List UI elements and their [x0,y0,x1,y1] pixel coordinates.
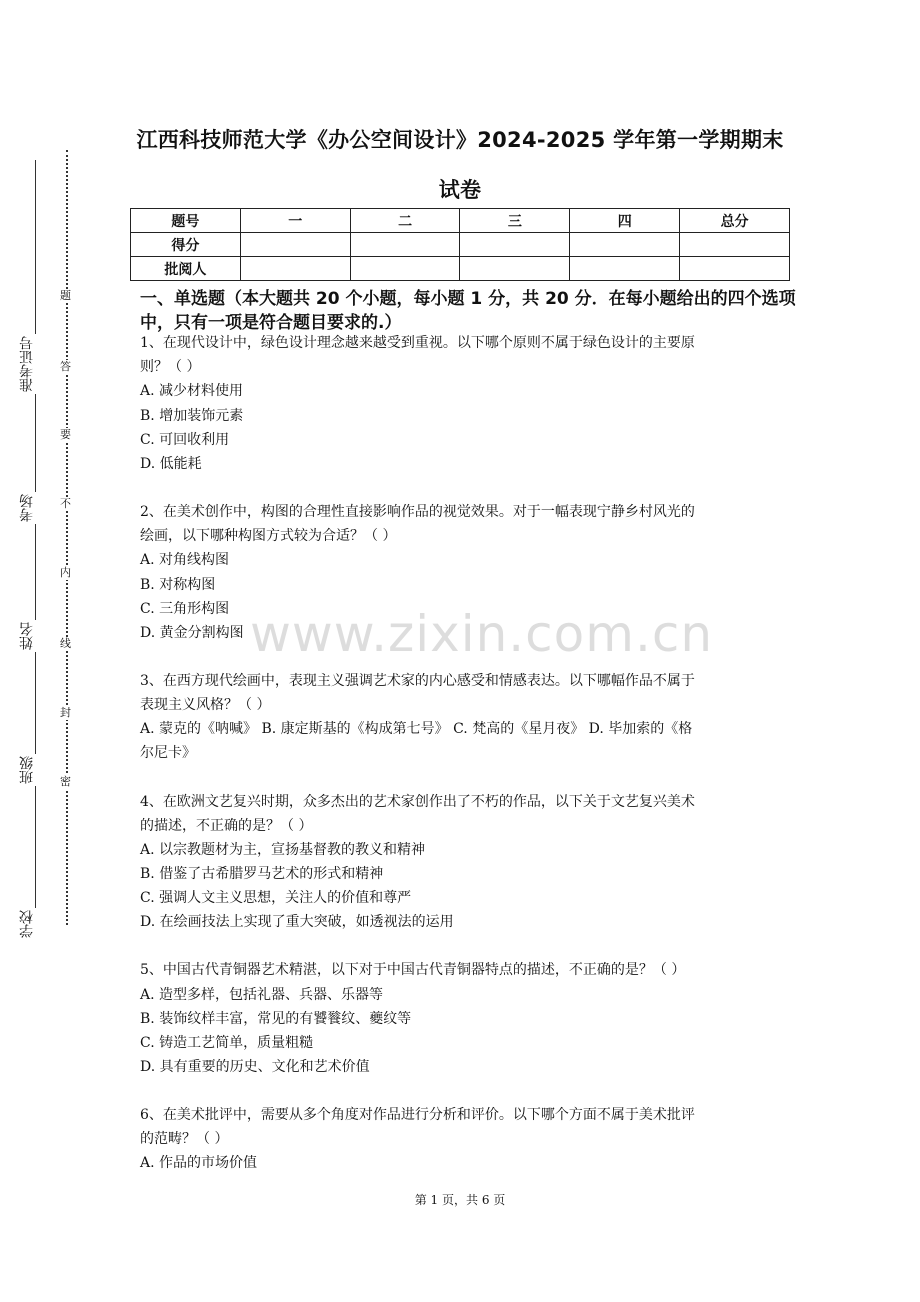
option-text: A. 以宗教题材为主，宣扬基督教的教义和精神 [140,842,426,858]
binding-char: 封 [60,706,71,719]
question-text: 2、在美术创作中，构图的合理性直接影响作品的视觉效果。对于一幅表现宁静乡村风光的 [140,504,695,520]
table-cell [680,257,790,281]
option-text: A. 减少材料使用 [140,383,244,399]
question-text: 则？（ ） [140,359,201,375]
binding-char: 密 [60,775,71,788]
option-text: C. 三角形构图 [140,601,230,617]
binding-char: 不 [60,497,71,510]
question-text: 表现主义风格？（ ） [140,697,271,713]
label-school: 学校 [19,910,35,938]
table-cell [460,233,570,257]
option-text: 尔尼卡》 [140,745,196,761]
table-cell [240,257,350,281]
binding-char: 线 [60,637,71,650]
option-text: D. 黄金分割构图 [140,625,244,641]
table-cell: 批阅人 [131,257,241,281]
table-cell [570,233,680,257]
question-text: 绘画，以下哪种构图方式较为合适？（ ） [140,528,397,544]
score-table [130,208,790,281]
option-text: A. 对角线构图 [140,552,230,568]
question-text: 5、中国古代青铜器艺术精湛，以下对于中国古代青铜器特点的描述，不正确的是？（ ） [140,962,686,978]
table-cell: 二 [350,209,460,233]
option-text: C. 可回收利用 [140,432,230,448]
watermark: www.zixin.com.cn [250,605,714,663]
question-text: 1、在现代设计中，绿色设计理念越来越受到重视。以下哪个原则不属于绿色设计的主要原 [140,335,695,351]
binding-dotted-line [66,150,68,925]
question-text: 6、在美术批评中，需要从多个角度对作品进行分析和评价。以下哪个方面不属于美术批评 [140,1107,695,1123]
option-text: D. 在绘画技法上实现了重大突破，如透视法的运用 [140,914,454,930]
table-cell [350,257,460,281]
question-text: 的范畴？（ ） [140,1131,229,1147]
question-text: 的描述，不正确的是？（ ） [140,818,313,834]
label-exam-id: 准考证号 [19,336,35,392]
option-text: A. 造型多样，包括礼器、兵器、乐器等 [140,987,384,1003]
binding-char: 要 [60,428,71,441]
table-cell [240,233,350,257]
table-row [131,209,790,233]
option-text: D. 具有重要的历史、文化和艺术价值 [140,1059,370,1075]
section-heading: 一、单选题（本大题共 20 个小题，每小题 1 分，共 20 分．在每小题给出的四个选项中，只有一项是符合题目要求的.） [140,289,796,333]
question-text: 3、在西方现代绘画中，表现主义强调艺术家的内心感受和情感表达。以下哪幅作品不属于 [140,673,695,689]
table-cell: 总分 [680,209,790,233]
option-text: D. 低能耗 [140,456,202,472]
table-cell [570,257,680,281]
binding-solid-line [35,160,36,920]
table-cell: 题号 [131,209,241,233]
option-text: A. 蒙克的《呐喊》 B. 康定斯基的《构成第七号》 C. 梵高的《星月夜》 D. 毕加索的《格 [140,721,693,737]
table-cell: 四 [570,209,680,233]
table-cell: 得分 [131,233,241,257]
table-row [131,233,790,257]
exam-title-line1: 江西科技师范大学《办公空间设计》2024-2025 学年第一学期期末 [136,128,784,152]
label-name: 姓名 [19,622,35,650]
table-cell: 一 [240,209,350,233]
option-text: B. 对称构图 [140,577,216,593]
option-text: C. 强调人文主义思想，关注人的价值和尊严 [140,890,412,906]
table-row [131,257,790,281]
table-cell: 三 [460,209,570,233]
question-text: 4、在欧洲文艺复兴时期，众多杰出的艺术家创作出了不朽的作品，以下关于文艺复兴美术 [140,794,695,810]
binding-char: 答 [60,360,71,373]
label-exam-room: 考场 [19,494,35,522]
binding-char: 题 [60,289,71,302]
table-cell [460,257,570,281]
binding-char: 内 [60,566,71,579]
label-class: 班级 [19,756,35,784]
option-text: B. 装饰纹样丰富，常见的有饕餮纹、夔纹等 [140,1011,412,1027]
option-text: B. 增加装饰元素 [140,408,244,424]
option-text: C. 铸造工艺简单，质量粗糙 [140,1035,314,1051]
option-text: B. 借鉴了古希腊罗马艺术的形式和精神 [140,866,384,882]
option-text: A. 作品的市场价值 [140,1155,258,1171]
page-footer: 第 1 页，共 6 页 [414,1193,506,1207]
table-cell [680,233,790,257]
exam-title-line2: 试卷 [438,178,482,202]
table-cell [350,233,460,257]
